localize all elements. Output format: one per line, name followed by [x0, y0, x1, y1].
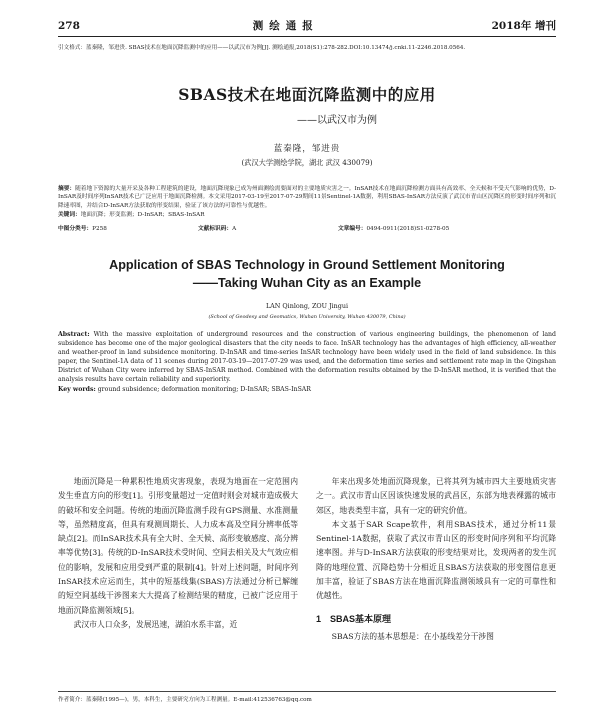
chinese-authors: 蓝秦隆，邹进贵: [273, 143, 341, 154]
english-keywords-text: ground subsidence; deformation monitoring; D-InSAR; SBAS-InSAR: [97, 386, 311, 394]
chinese-keywords: [58, 211, 556, 220]
classification-line: [58, 223, 556, 232]
body-paragraph: SBAS方法的基本思想是：在小基线差分干涉图: [331, 631, 494, 641]
clc-number: 中图分类号：P258: [58, 225, 107, 232]
running-header: [58, 18, 556, 37]
issue-label: 2018年 增刊: [491, 20, 556, 32]
english-abstract-label: Abstract:: [58, 330, 90, 338]
chinese-abstract-label: 摘要：: [58, 185, 76, 192]
chinese-keywords-text: 地面沉降；形变监测；D-InSAR；SBAS-InSAR: [80, 212, 205, 219]
page-top: [58, 18, 556, 394]
english-keywords: [58, 385, 556, 394]
chinese-keywords-label: 关键词：: [58, 212, 81, 219]
journal-name: 测绘通报: [252, 20, 319, 32]
english-authors: LAN Qinlong, ZOU Jingui: [265, 301, 349, 310]
chinese-affiliation: (武汉大学测绘学院，湖北 武汉 430079): [241, 157, 373, 167]
article-number: 文章编号：0494-0911(2018)S1-0278-05: [338, 225, 450, 232]
left-column: [58, 475, 298, 685]
body-paragraph: 年来出现多处地面沉降现象，已将其列为城市四大主要地质灾害之一。武汉市青山区因该快速发展的武昌区，东部为地表裸露的城市郊区，地表类型丰富，具有一定的研究价值。: [316, 477, 556, 515]
chinese-subtitle: ——以武汉市为例: [297, 114, 377, 126]
body-paragraph: 武汉市人口众多，发展迅速，湖泊水系丰富，近: [73, 619, 238, 629]
english-title-line2: ——Taking Wuhan City as an Example: [192, 275, 422, 290]
chinese-title: SBAS技术在地面沉降监测中的应用: [178, 84, 436, 104]
english-affiliation: (School of Geodesy and Geomatics, Wuhan University, Wuhan 430079, China): [208, 313, 406, 320]
english-abstract: [58, 330, 556, 385]
author-footnote: 作者简介：蓝秦隆(1995—)，男，本科生，主要研究方向为工程测量。E-mail:412536763@qq.com: [58, 691, 556, 703]
chinese-abstract-text: 随着地下资源的大量开采及各种工程建筑的建设，地面沉降现象已成为州面测绘需要面对的主要地质灾害之一。InSAR技术在地面沉降检测方面具有高效率、全天候和不受天气影响的优势，D-InSAR及时间序列InSAR技术已广泛应用于地面沉降检测。本文采用2017-03-19至2017-07-29期间11景Sentinel-1A数据，利用SBAS-InSAR方法反演了武汉市青山区沉降区的形变时间序列和沉降速率图，并结合D-InSAR方法获取的形变结果，验证了该方法的可靠性与优越性。: [58, 185, 557, 209]
english-abstract-text: With the massive exploitation of underground resources and the construction of various engineering buildings, the phenomenon of land subsidence has become one of the major geological disasters that the city needs to face. InSAR technology has the advantages of high efficiency, all-weather and weather-proof in land subsidence monitoring. D-InSAR and time-series InSAR technology have been widely used in the field of land subsidence. In this paper, the Sentinel-1A data of 11 scenes during 2017-03-19—2017-07-29 was used, and the deformation time series and settlement rate map in the Qingshan District of Wuhan City were inferred by SBAS-InSAR method. Combined with the deformation results obtained by the D-InSAR method, it is verified that the analysis results have certain reliability and superiority.: [58, 330, 556, 384]
body-columns: [58, 475, 556, 685]
chinese-abstract: [58, 185, 556, 211]
body-paragraph: 本文基于SAR Scape软件，利用SBAS技术，通过分析11景Sentinel-1A数据，获取了武汉市青山区的形变时间序列和平均沉降速率图。并与D-InSAR方法获取的形变结果对比，发现两者的发生沉降的地理位置、沉降趋势十分相近且SBAS方法获取的形变图信息更加丰富，验证了SBAS方法在地面沉降监测领域具有一定的可靠性和优越性。: [316, 519, 556, 601]
body-paragraph: 地面沉降是一种累积性地质灾害现象，表现为地面在一定范围内发生垂直方向的形变[1]。引形变量超过一定值时则会对城市造成极大的破坏和安全问题。传统的地面沉降监测手段有GPS测量、水准测量等，虽然精度高，但具有观测周期长、人力成本高及空间分辨率低等缺点[2]。而InSAR技术具有全大时、全天候、高形变敏感度、高分辨率等优势[3]。传统的D-InSAR技术受时间、空间去相关及大气效应相位的影响，发展和应用受到严重的限制[4]。针对上述问题，时间序列InSAR技术应运而生，其中的短基线集(SBAS)方法通过分析已解缠的短空间基线干涉图来大大提高了检测结果的精度，已被广泛应用于地面沉降监测领域[5]。: [58, 477, 298, 615]
page-number: 278: [58, 20, 80, 32]
citation-format: 引文格式：蓝秦隆，邹进贵. SBAS技术在地面沉降监测中的应用——以武汉市为例[J]. 测绘通报,2018(S1):278-282.DOI:10.13474/j.cnki.11-2246.2018.0564.: [58, 45, 466, 51]
english-title: [58, 256, 556, 292]
english-keywords-label: Key words:: [58, 386, 96, 394]
right-column: [316, 475, 556, 685]
document-code: 文献标识码：A: [198, 225, 237, 232]
section-heading: 1 SBAS基本原理: [316, 613, 392, 624]
english-title-line1: Application of SBAS Technology in Ground Settlement Monitoring: [109, 257, 505, 272]
